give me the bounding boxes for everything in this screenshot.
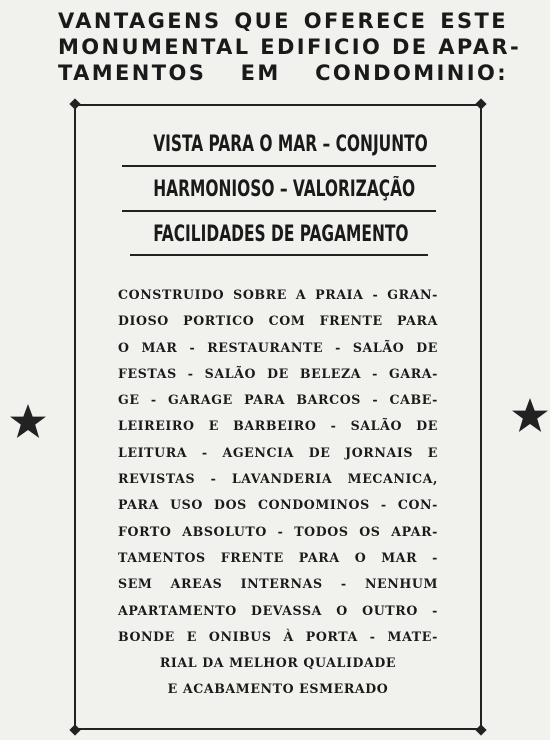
amenities-line: E ACABAMENTO ESMERADO [167, 681, 389, 697]
headline-line: VANTAGENS QUE OFERECE ESTE [58, 9, 508, 33]
amenities-line: SEM AREAS INTERNAS - NENHUM [118, 576, 438, 592]
amenities-line: APARTAMENTO DEVASSA O OUTRO - [118, 602, 438, 618]
headline [58, 8, 522, 86]
amenities-line: RIAL DA MELHOR QUALIDADE [159, 655, 397, 671]
amenities-line: LEITURA - AGENCIA DE JORNAIS E [118, 444, 438, 460]
amenities-line: FORTO ABSOLUTO - TODOS OS APAR- [118, 523, 438, 539]
amenities-line: GE - GARAGE PARA BARCOS - CABE- [118, 392, 438, 408]
highlight-line: VISTA PARA O MAR – CONJUNTO [153, 132, 428, 157]
amenities-line: FESTAS - SALÃO DE BELEZA - GARA- [118, 365, 438, 381]
highlight-line: FACILIDADES DE PAGAMENTO [153, 222, 409, 247]
amenities-line: REVISTAS - LAVANDERIA MECANICA, [118, 471, 438, 487]
divider-rule [122, 165, 436, 167]
star-icon [8, 402, 48, 442]
divider-rule [130, 254, 428, 256]
amenities-line: BONDE E ONIBUS À PORTA - MATE- [118, 628, 438, 644]
amenities-line: TAMENTOS FRENTE PARA O MAR - [118, 549, 438, 565]
amenities-line: O MAR - RESTAURANTE - SALÃO DE [118, 339, 438, 355]
headline-line: TAMENTOS EM CONDOMINIO: [58, 61, 508, 85]
headline-line: MONUMENTAL EDIFICIO DE APAR- [58, 35, 522, 59]
star-icon [510, 396, 550, 436]
highlight-line: HARMONIOSO – VALORIZAÇÃO [153, 177, 416, 202]
amenities-line: DIOSO PORTICO COM FRENTE PARA [118, 313, 438, 329]
divider-rule [122, 210, 436, 212]
amenities-text [118, 282, 438, 703]
amenities-line: CONSTRUIDO SOBRE A PRAIA - GRAN- [118, 287, 438, 302]
amenities-line: PARA USO DOS CONDOMINOS - CON- [118, 497, 438, 513]
amenities-line: LEIREIRO E BARBEIRO - SALÃO DE [118, 418, 438, 434]
